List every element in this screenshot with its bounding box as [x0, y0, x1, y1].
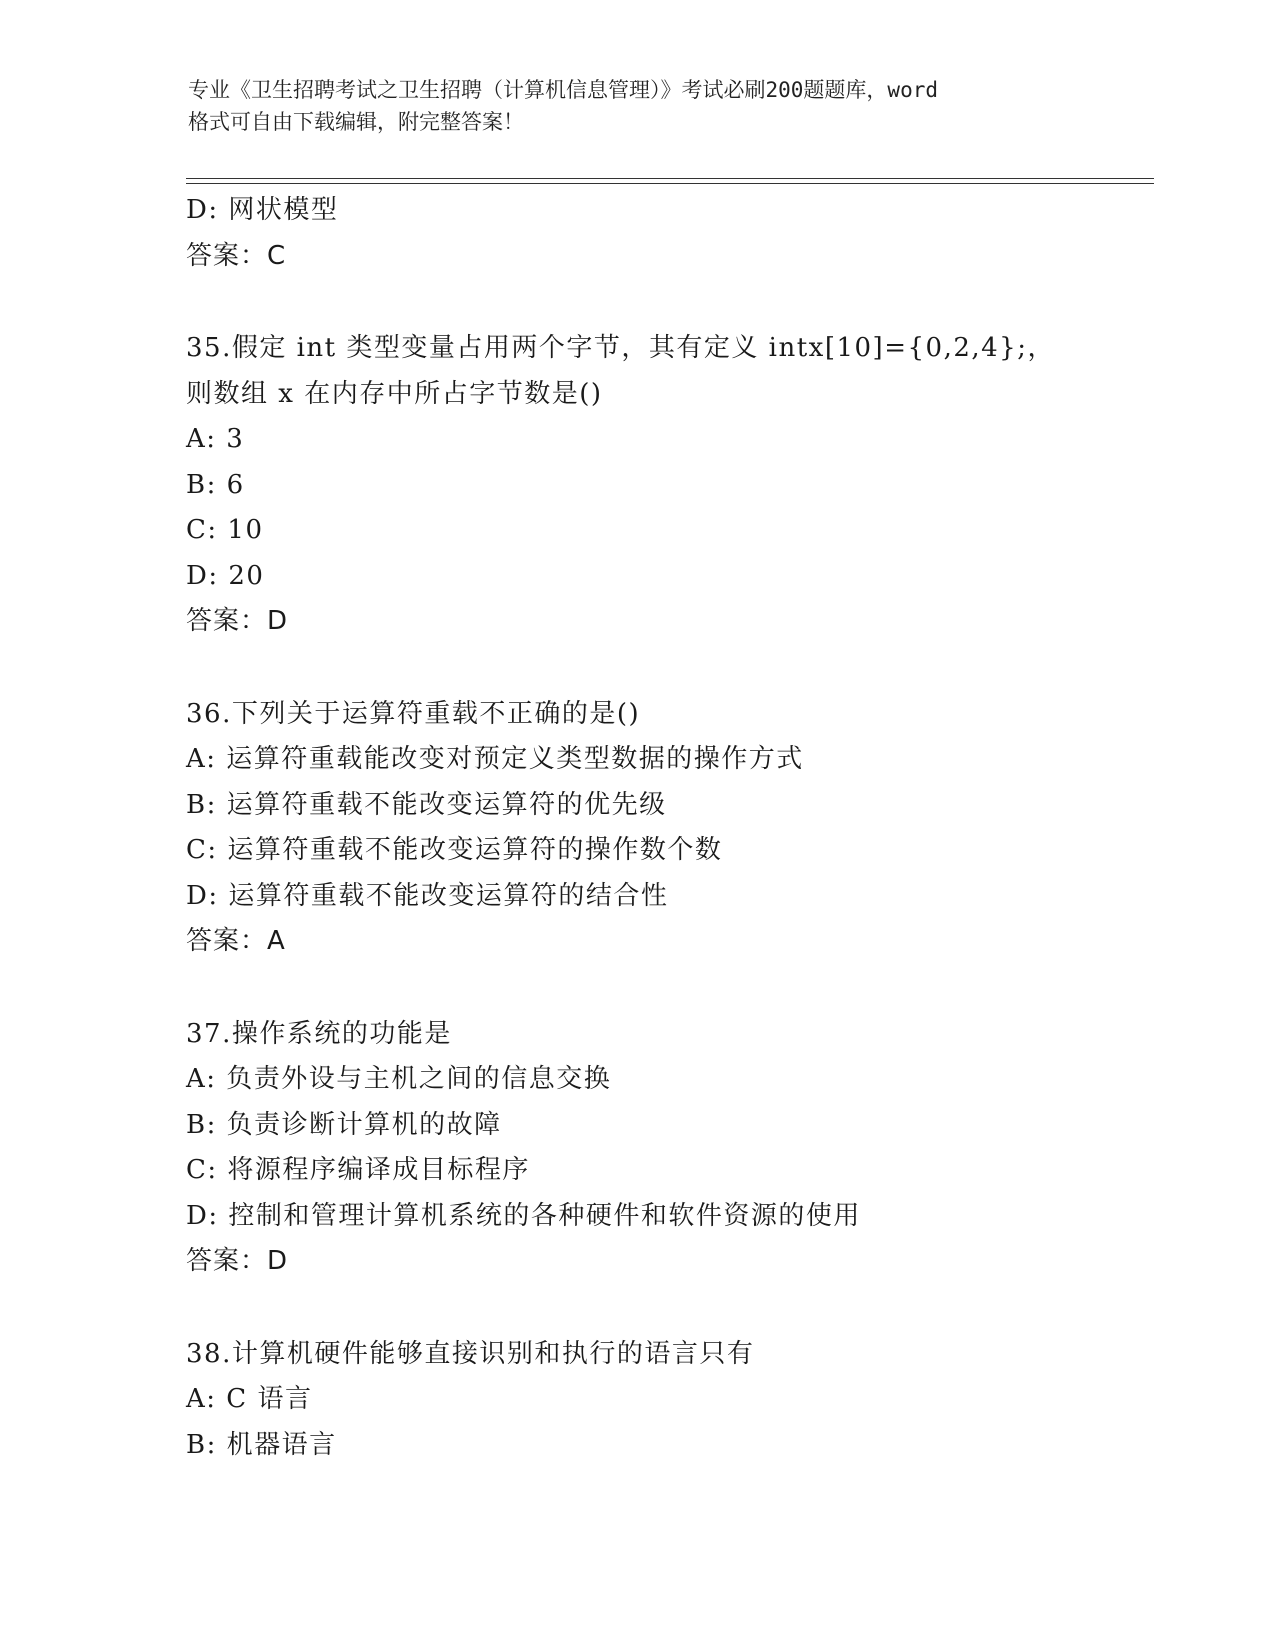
option-c: C: 将源程序编译成目标程序: [186, 1155, 530, 1185]
question-stem: 38.计算机硬件能够直接识别和执行的语言只有: [186, 1338, 755, 1369]
option-b: B: 6: [186, 469, 245, 500]
answer: 答案：D: [186, 1246, 289, 1276]
question-stem-continued: 则数组 x 在内存中所占字节数是(): [186, 378, 603, 409]
question-content: [186, 188, 1146, 1468]
question-38: [186, 1332, 1146, 1469]
header-line-1: 专业《卫生招聘考试之卫生招聘（计算机信息管理）》考试必刷200题题库，word: [188, 78, 938, 102]
spacer: [186, 965, 1146, 1012]
option-c: C: 10: [186, 515, 264, 545]
question-stem: 35.假定 int 类型变量占用两个字节，其有定义 intx[10]={0,2,4};，: [186, 333, 1055, 363]
question-35: [186, 326, 1146, 645]
option-a: A: 3: [186, 424, 245, 454]
header-line-2: 格式可自由下载编辑，附完整答案！: [188, 110, 524, 134]
option-b: B: 负责诊断计算机的故障: [186, 1109, 502, 1140]
header-rule-bottom: [186, 183, 1154, 184]
question-stem: 37.操作系统的功能是: [186, 1018, 452, 1049]
spacer: [186, 279, 1146, 326]
document-header: [188, 74, 1088, 138]
prev-option-d: D: 网状模型: [186, 195, 339, 225]
option-a: A: 运算符重载能改变对预定义类型数据的操作方式: [186, 744, 804, 774]
option-d: D: 运算符重载不能改变运算符的结合性: [186, 880, 669, 911]
option-a: A: 负责外设与主机之间的信息交换: [186, 1064, 612, 1094]
question-stem: 36.下列关于运算符重载不正确的是(): [186, 698, 641, 729]
answer: 答案：A: [186, 926, 286, 956]
option-c: C: 运算符重载不能改变运算符的操作数个数: [186, 835, 723, 865]
answer: 答案：D: [186, 606, 289, 636]
prev-answer: 答案：C: [186, 240, 287, 271]
option-b: B: 机器语言: [186, 1429, 337, 1460]
spacer: [186, 1285, 1146, 1332]
spacer: [186, 645, 1146, 692]
option-d: D: 20: [186, 560, 265, 591]
option-a: A: C 语言: [186, 1384, 313, 1414]
option-b: B: 运算符重载不能改变运算符的优先级: [186, 789, 667, 820]
question-36: [186, 692, 1146, 965]
option-d: D: 控制和管理计算机系统的各种硬件和软件资源的使用: [186, 1200, 861, 1231]
question-37: [186, 1012, 1146, 1285]
header-rule-top: [186, 178, 1154, 179]
